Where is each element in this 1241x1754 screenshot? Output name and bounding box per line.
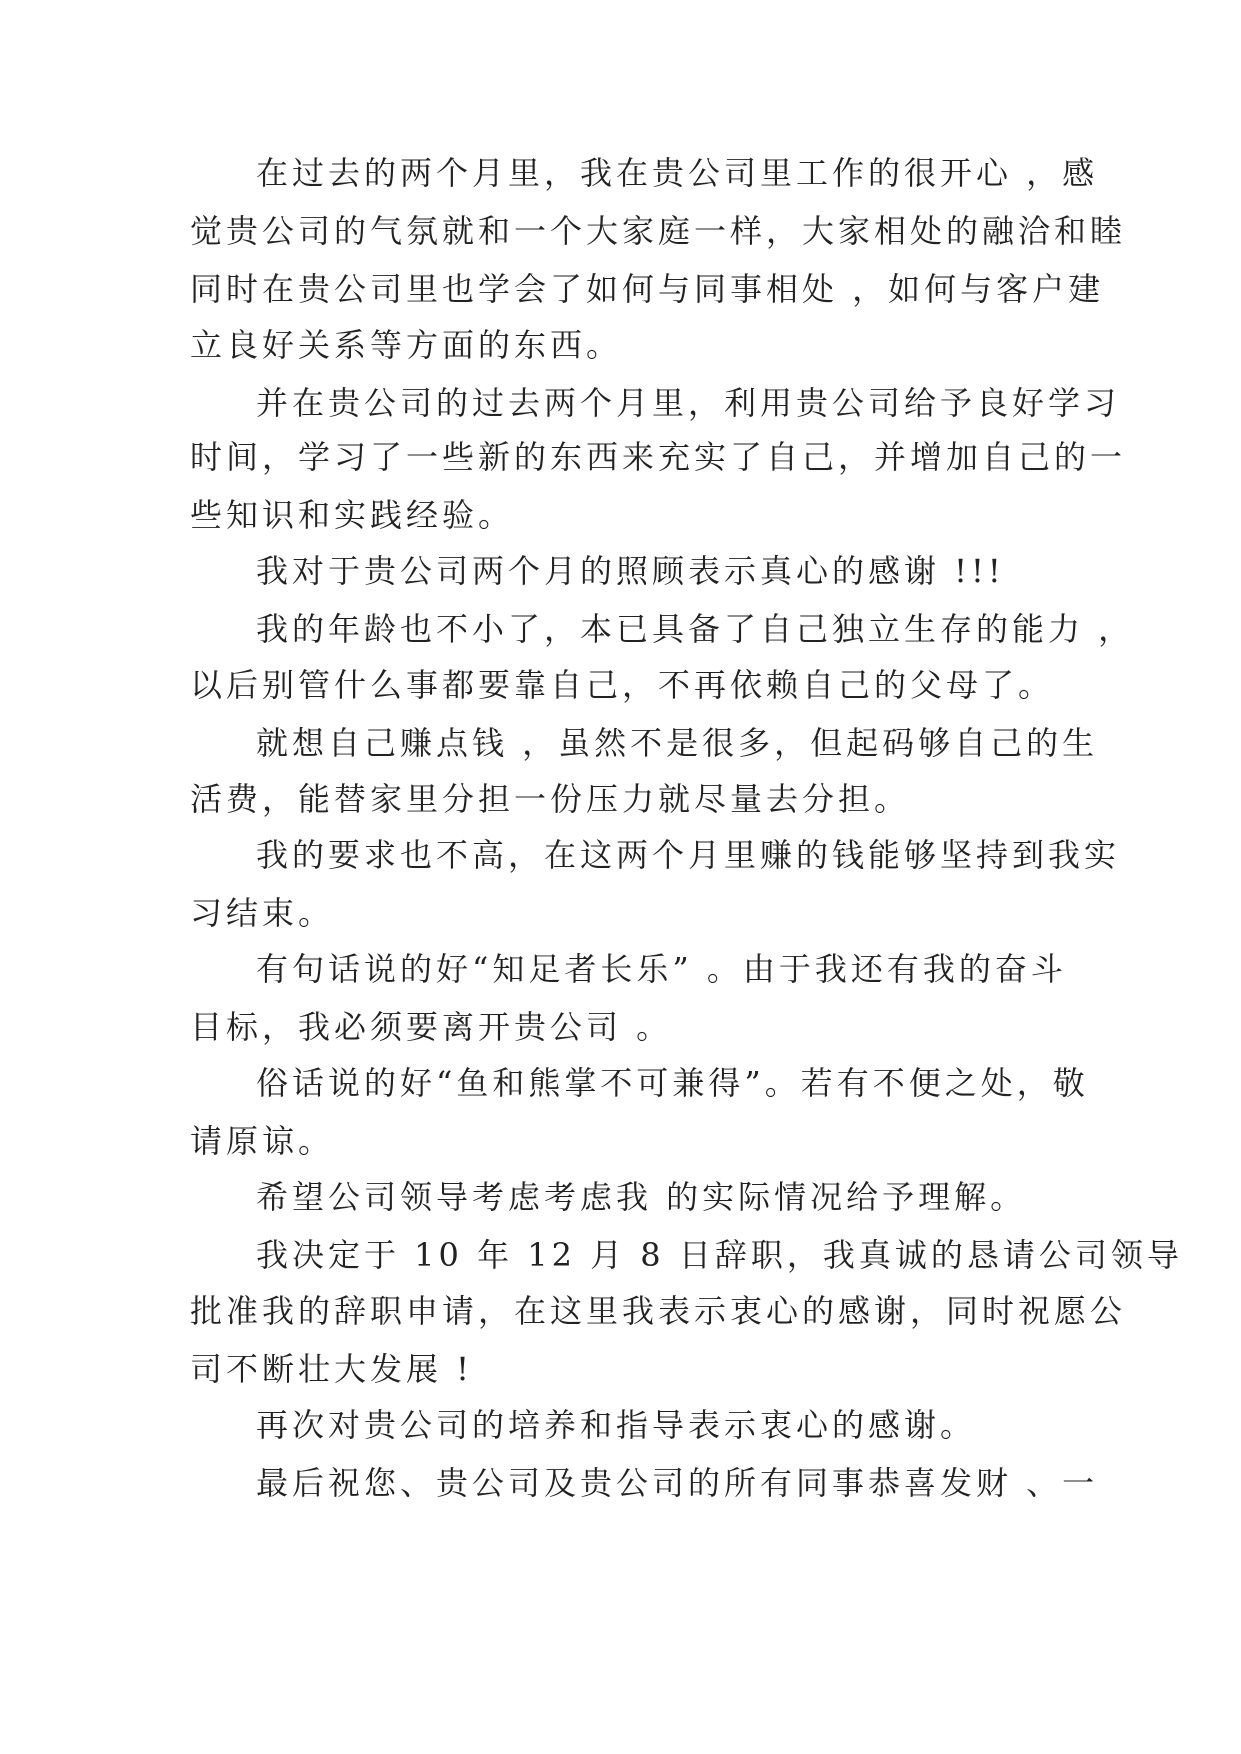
text-line: 目标，我必须要离开贵公司 。 <box>190 1008 673 1046</box>
text-line: 再次对贵公司的培养和指导表示衷心的感谢。 <box>256 1406 977 1444</box>
text-line: 习结束。 <box>190 894 335 932</box>
text-line: 请原谅。 <box>190 1122 335 1160</box>
text-line: 并在贵公司的过去两个月里，利用贵公司给予良好学习 <box>256 384 1121 422</box>
text-line: 在过去的两个月里，我在贵公司里工作的很开心 ，感 <box>256 154 1099 192</box>
text-line: 最后祝您、贵公司及贵公司的所有同事恭喜发财 、一 <box>256 1464 1099 1502</box>
text-line: 时间，学习了一些新的东西来充实了自己，并增加自己的一 <box>190 438 1127 476</box>
text-line: 司不断壮大发展 ! <box>190 1350 474 1388</box>
text-line: 批准我的辞职申请，在这里我表示衷心的感谢，同时祝愿公 <box>190 1292 1127 1330</box>
text-line: 就想自己赚点钱 ，虽然不是很多，但起码够自己的生 <box>256 724 1099 762</box>
text-line: 觉贵公司的气氛就和一个大家庭一样，大家相处的融洽和睦 <box>190 212 1127 250</box>
text-line: 俗话说的好“鱼和熊掌不可兼得”。若有不便之处，敬 <box>256 1064 1089 1102</box>
text-line: 以后别管什么事都要靠自己，不再依赖自己的父母了。 <box>190 666 1055 704</box>
text-line: 我决定于 10 年 12 月 8 日辞职，我真诚的恳请公司领导 <box>256 1236 1183 1274</box>
text-line: 有句话说的好“知足者长乐” 。由于我还有我的奋斗 <box>256 950 1067 988</box>
text-line: 同时在贵公司里也学会了如何与同事相处 ，如何与客户建 <box>190 270 1105 308</box>
text-line: 立良好关系等方面的东西。 <box>190 326 623 364</box>
text-line: 活费，能替家里分担一份压力就尽量去分担。 <box>190 780 911 818</box>
text-line: 我的要求也不高，在这两个月里赚的钱能够坚持到我实 <box>256 836 1121 874</box>
text-line: 我对于贵公司两个月的照顾表示真心的感谢 !!! <box>256 552 1005 590</box>
text-line: 我的年龄也不小了，本已具备了自己独立生存的能力 ， <box>256 610 1135 648</box>
text-line: 希望公司领导考虑考虑我 的实际情况给予理解。 <box>256 1178 1027 1216</box>
text-line: 些知识和实践经验。 <box>190 496 515 534</box>
